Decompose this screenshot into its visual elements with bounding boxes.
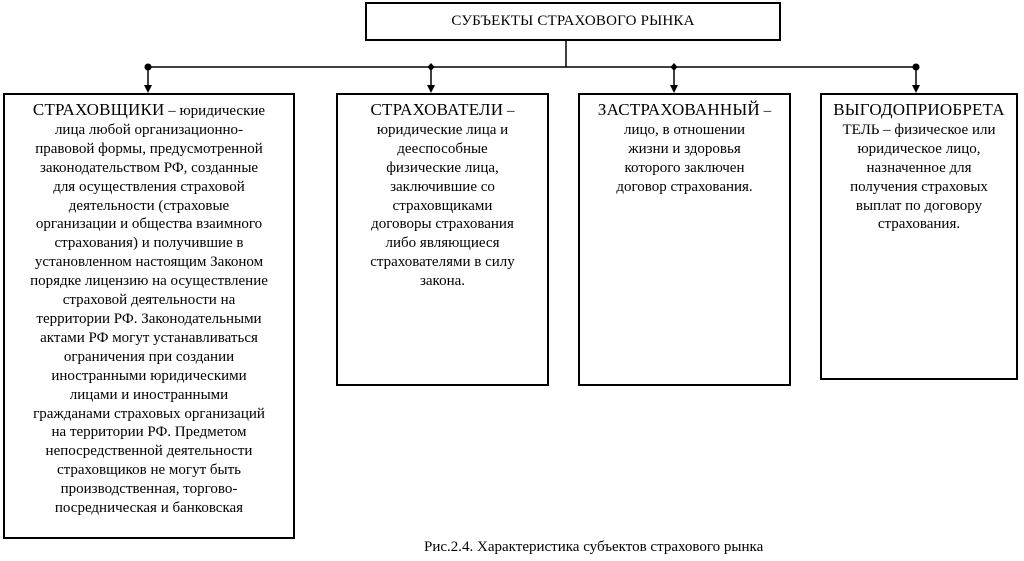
line: для осуществления страховой	[53, 178, 245, 195]
line: посредническая и банковская	[54, 500, 244, 517]
line: – юридические	[164, 103, 266, 119]
line: юридические лица и	[376, 121, 509, 138]
line: территории РФ. Законодательными	[36, 310, 262, 327]
line: гражданами страховых организаций	[33, 405, 265, 422]
box-beneficiary-text	[828, 101, 1010, 234]
line: непосредственной деятельности	[45, 443, 253, 460]
box-beneficiary-heading: ВЫГОДОПРИОБРЕТА	[833, 100, 1005, 119]
box-beneficiary	[820, 93, 1018, 380]
line: договор страхования.	[616, 178, 753, 195]
line: страхования.	[877, 216, 961, 233]
line: физические лица,	[386, 159, 499, 176]
line: правовой формы, предусмотренной	[35, 140, 263, 157]
bus-diamond-3	[671, 63, 678, 71]
line: организации и общества взаимного	[35, 216, 263, 233]
box-insurers	[3, 93, 295, 539]
line: назначенное для	[866, 159, 972, 176]
arrow-3	[670, 85, 678, 93]
arrow-2	[427, 85, 435, 93]
line: ограничения при создании	[63, 348, 235, 365]
line: ТЕЛЬ – физическое или	[842, 121, 996, 138]
line: иностранными юридическими	[51, 367, 247, 384]
line: договоры страхования	[371, 216, 514, 233]
line: дееспособные	[397, 140, 488, 157]
line: страховщиков не могут быть	[57, 462, 241, 479]
line: лица любой организационно-	[54, 121, 244, 138]
box-insurers-heading: СТРАХОВЩИКИ	[32, 100, 165, 119]
box-insurers-text	[11, 101, 287, 518]
line: лицо, в отношении	[623, 121, 746, 138]
line: получения страховых	[850, 178, 988, 195]
line: закона.	[419, 273, 466, 290]
box-insured-heading: ЗАСТРАХОВАННЫЙ	[597, 100, 760, 119]
line: страхователями в силу	[370, 254, 515, 271]
box-policyholders-heading: СТРАХОВАТЕЛИ	[370, 100, 504, 119]
line: законодательством РФ, созданные	[39, 159, 259, 176]
arrow-1	[144, 85, 152, 93]
line: установленном настоящим Законом	[34, 254, 264, 271]
line: либо являющиеся	[385, 235, 500, 252]
line: актами РФ могут устанавливаться	[40, 329, 258, 346]
box-insured	[578, 93, 791, 386]
box-policyholders	[336, 93, 549, 386]
line: юридическое лицо,	[857, 140, 981, 157]
bus-diamond-2	[428, 63, 435, 71]
line: выплат по договору	[855, 197, 983, 214]
line: страховщиками	[392, 197, 493, 214]
bus-dot-4	[913, 64, 920, 71]
arrow-4	[912, 85, 920, 93]
line: производственная, торгово-	[60, 481, 238, 498]
bus-dot-1	[145, 64, 152, 71]
line: страховой деятельности на	[62, 292, 236, 309]
line: лицами и иностранными	[69, 386, 229, 403]
line: которого заключен	[624, 159, 745, 176]
line: страхования) и получившие в	[54, 235, 244, 252]
line: порядке лицензию на осуществление	[30, 273, 268, 290]
line: на территории РФ. Предметом	[51, 424, 247, 441]
root-label: СУБЪЕКТЫ СТРАХОВОГО РЫНКА	[451, 13, 695, 29]
line: –	[503, 103, 515, 119]
box-insured-text	[586, 101, 783, 197]
line: –	[759, 103, 772, 119]
line: заключившие со	[390, 178, 495, 195]
root-box	[365, 2, 781, 41]
figure-caption: Рис.2.4. Характеристика субъектов страхового рынка	[424, 539, 764, 555]
box-policyholders-text	[344, 101, 541, 291]
line: жизни и здоровья	[628, 140, 741, 157]
line: деятельности (страховые	[68, 197, 230, 214]
